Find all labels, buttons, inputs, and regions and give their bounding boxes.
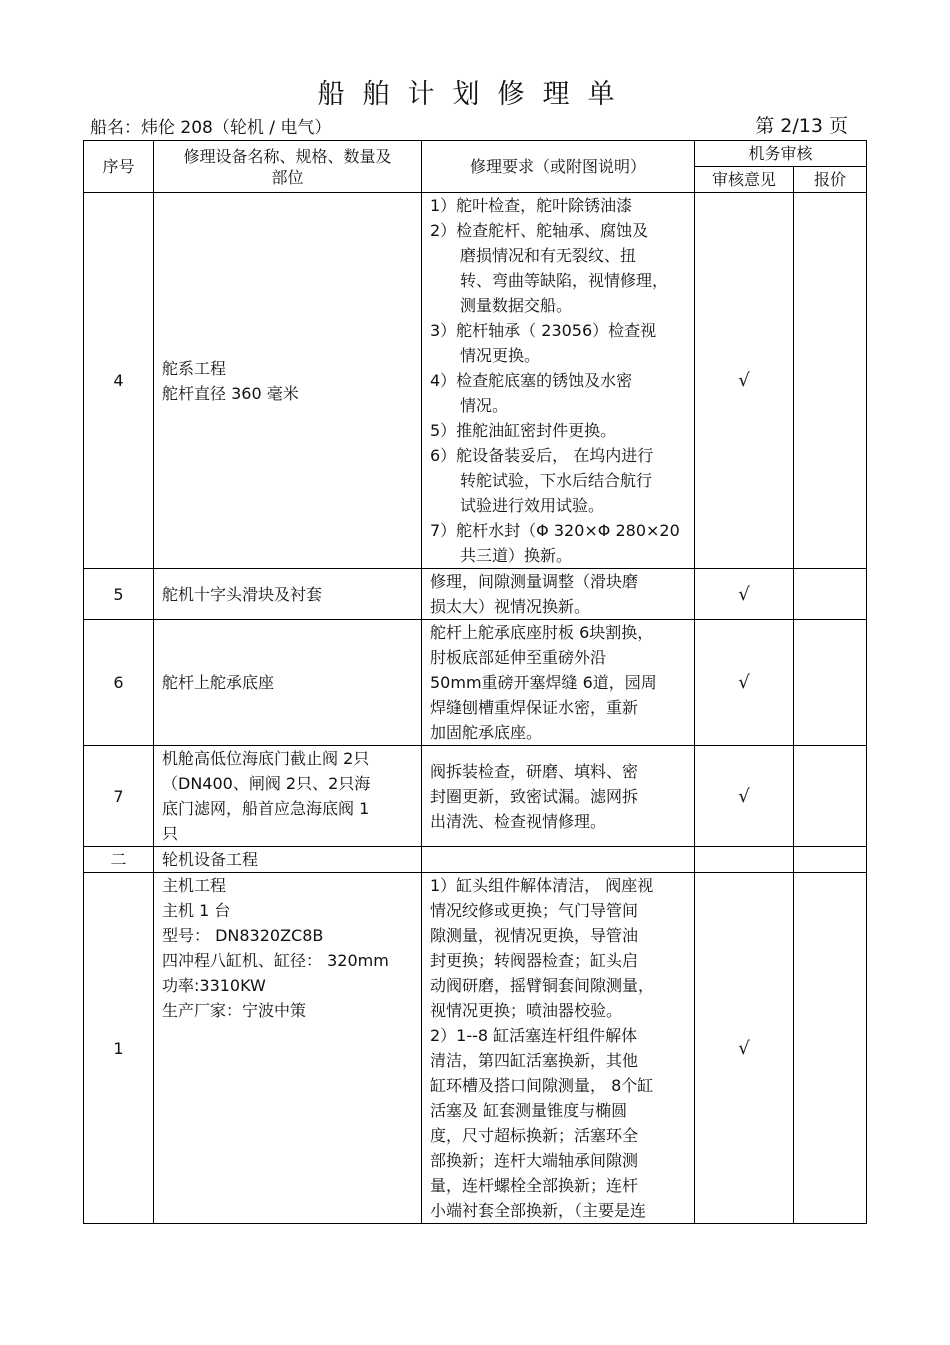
table-row — [84, 873, 867, 1224]
quote-cell — [794, 569, 867, 620]
item-line: 舵杆直径 360 毫米 — [162, 383, 299, 403]
row-requirement — [422, 193, 695, 569]
requirement-line: 隙测量，视情况更换，导管油 — [430, 926, 639, 945]
requirement-line: 小端衬套全部换新，（主要是连 — [430, 1201, 647, 1220]
requirement-line: 焊缝刨槽重焊保证水密，重新 — [430, 698, 639, 717]
requirement-line: 测量数据交船。 — [460, 296, 573, 315]
document-title: 船舶计划修理单 — [317, 79, 633, 110]
item-line: 功率:3310KW — [162, 976, 266, 995]
requirement-line: 1）缸头组件解体清洁， 阀座视 — [430, 876, 654, 895]
row-item — [154, 746, 422, 847]
requirement-line: 量，连杆螺栓全部换新；连杆 — [430, 1176, 639, 1195]
requirement-line: 情况更换。 — [460, 346, 541, 365]
header-requirement: 修理要求（或附图说明） — [422, 141, 695, 193]
audit-check: √ — [695, 746, 794, 847]
header-item — [154, 141, 422, 193]
quote-cell — [794, 873, 867, 1224]
item-line: 舵机十字头滑块及衬套 — [162, 584, 323, 604]
item-line: 型号： DN8320ZC8B — [162, 926, 324, 945]
requirement-line: 封更换；转阀器检查；缸头启 — [430, 951, 639, 970]
requirement-line: 4）检查舵底塞的锈蚀及水密 — [430, 371, 633, 390]
requirement-line: 3）舵杆轴承（ 23056）检查视 — [430, 321, 657, 340]
item-line: 机舱高低位海底门截止阀 2只 — [162, 749, 370, 768]
header-audit: 机务审核 — [695, 141, 867, 167]
requirement-line: 肘板底部延伸至重磅外沿 — [430, 648, 607, 667]
requirement-line: 试验进行效用试验。 — [460, 496, 605, 515]
requirement-line: 转、弯曲等缺陷，视情修理， — [460, 271, 669, 290]
row-item — [154, 847, 422, 873]
requirement-line: 2）检查舵杆、舵轴承、腐蚀及 — [430, 221, 649, 240]
requirement-line: 情况绞修或更换；气门导管间 — [430, 901, 639, 920]
requirement-line: 加固舵承底座。 — [430, 723, 543, 742]
item-line: 主机工程 — [162, 876, 227, 895]
row-number: 二 — [84, 847, 154, 873]
header-item-line: 部位 — [271, 167, 304, 187]
requirement-line: 阀拆装检查，研磨、填料、密 — [430, 761, 639, 781]
audit-check — [695, 847, 794, 873]
quote-cell — [794, 746, 867, 847]
requirement-line: 1）舵叶检查，舵叶除锈油漆 — [430, 196, 633, 215]
requirement-line: 活塞及 缸套测量锥度与椭圆 — [430, 1101, 628, 1120]
item-line: 四冲程八缸机、缸径： 320mm — [162, 951, 389, 970]
requirement-line: 视情况更换；喷油器校验。 — [430, 1001, 623, 1020]
item-line: 只 — [162, 824, 179, 843]
row-item — [154, 569, 422, 620]
requirement-line: 修理，间隙测量调整（滑块磨 — [430, 572, 639, 591]
requirement-line: 出清洗、检查视情修理。 — [430, 811, 607, 831]
row-item — [154, 193, 422, 569]
row-requirement — [422, 873, 695, 1224]
header-item-line: 修理设备名称、规格、数量及 — [183, 146, 392, 166]
requirement-line: 缸环槽及搭口间隙测量， 8个缸 — [430, 1076, 654, 1095]
row-number: 7 — [84, 746, 154, 847]
requirement-line: 动阀研磨，摇臂铜套间隙测量， — [430, 976, 655, 995]
row-requirement — [422, 620, 695, 746]
repair-table — [83, 140, 867, 1224]
table-row — [84, 746, 867, 847]
requirement-line: 舵杆上舵承底座肘板 6块割换， — [430, 623, 654, 642]
requirement-line: 清洁，第四缸活塞换新，其他 — [430, 1051, 639, 1070]
page-number: 第 2/13 页 — [755, 115, 848, 137]
row-item — [154, 620, 422, 746]
table-row — [84, 847, 867, 873]
header-opinion: 审核意见 — [695, 167, 794, 193]
item-line: 主机 1 台 — [162, 901, 231, 920]
table-row — [84, 620, 867, 746]
item-line: 舵杆上舵承底座 — [162, 673, 275, 692]
header-quote: 报价 — [794, 167, 867, 193]
audit-check: √ — [695, 873, 794, 1224]
row-requirement — [422, 746, 695, 847]
row-number: 4 — [84, 193, 154, 569]
table-row — [84, 569, 867, 620]
requirement-line: 度，尺寸超标换新；活塞环全 — [430, 1126, 639, 1145]
row-number: 1 — [84, 873, 154, 1224]
table-row — [84, 193, 867, 569]
audit-check: √ — [695, 569, 794, 620]
requirement-line: 共三道）换新。 — [460, 546, 573, 565]
quote-cell — [794, 620, 867, 746]
quote-cell — [794, 193, 867, 569]
row-item — [154, 873, 422, 1224]
requirement-line: 6）舵设备装妥后， 在坞内进行 — [430, 446, 654, 465]
item-line: 轮机设备工程 — [162, 850, 259, 869]
item-line: 生产厂家：宁波中策 — [162, 1001, 307, 1020]
requirement-line: 部换新；连杆大端轴承间隙测 — [430, 1151, 639, 1170]
row-requirement — [422, 847, 695, 873]
requirement-line: 5）推舵油缸密封件更换。 — [430, 421, 617, 440]
requirement-line: 磨损情况和有无裂纹、扭 — [460, 246, 637, 265]
requirement-line: 2）1--8 缸活塞连杆组件解体 — [430, 1026, 638, 1045]
requirement-line: 50mm重磅开塞焊缝 6道，园周 — [430, 673, 657, 692]
requirement-line: 损太大）视情况换新。 — [430, 597, 591, 616]
audit-check: √ — [695, 620, 794, 746]
ship-name: 船名：炜伦 208（轮机 / 电气） — [90, 118, 332, 138]
audit-check: √ — [695, 193, 794, 569]
requirement-line: 情况。 — [460, 396, 509, 415]
requirement-line: 封圈更新，致密试漏。滤网拆 — [430, 786, 639, 806]
row-requirement — [422, 569, 695, 620]
requirement-line: 7）舵杆水封（Φ 320×Φ 280×20 — [430, 521, 680, 540]
item-line: 舵系工程 — [162, 358, 227, 378]
item-line: 底门滤网，船首应急海底阀 1 — [162, 799, 370, 818]
requirement-line: 转舵试验，下水后结合航行 — [460, 471, 653, 490]
quote-cell — [794, 847, 867, 873]
header-no: 序号 — [84, 141, 154, 193]
item-line: （DN400、闸阀 2只、2只海 — [162, 774, 371, 793]
row-number: 6 — [84, 620, 154, 746]
row-number: 5 — [84, 569, 154, 620]
